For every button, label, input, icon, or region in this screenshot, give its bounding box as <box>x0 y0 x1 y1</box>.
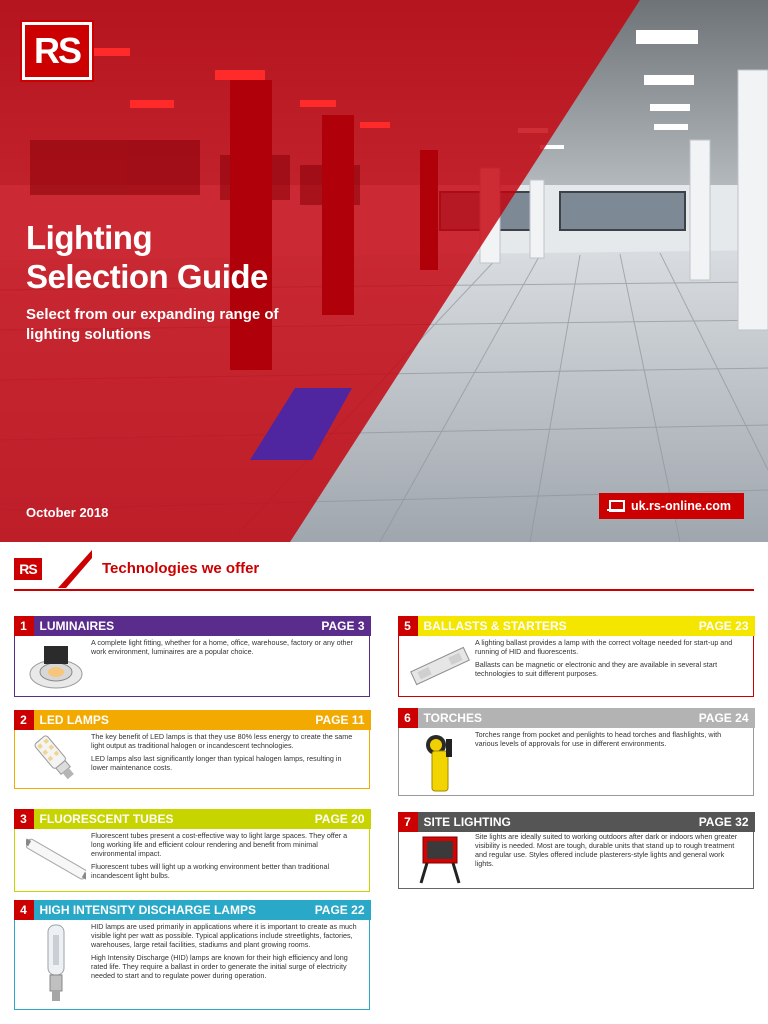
section-divider <box>14 589 754 591</box>
card-page-link[interactable]: PAGE 20 <box>314 812 365 826</box>
card-page-link[interactable]: PAGE 23 <box>698 619 749 633</box>
card-header <box>14 900 371 920</box>
card-description <box>475 638 743 682</box>
section-header <box>0 542 768 592</box>
red-diagonal-accent <box>44 550 92 588</box>
card-description <box>91 922 359 984</box>
card-paragraph: High Intensity Discharge (HID) lamps are known for their high efficiency and long rated life. They require a ballast in order to generate the initial surge of electricity needed to start and to regulate power during operation. <box>91 953 348 980</box>
rs-logo-small-text: RS <box>19 561 37 577</box>
site-light-icon <box>407 832 473 886</box>
card-number: 7 <box>398 812 418 832</box>
card-header <box>398 616 755 636</box>
card-description <box>475 730 743 752</box>
website-link[interactable] <box>599 493 744 519</box>
card-paragraph: The key benefit of LED lamps is that they use 80% less energy to create the same light output as traditional halogen or incandescent technologies. <box>91 732 353 750</box>
card-paragraph: Torches range from pocket and penlights to head torches and flashlights, with various levels of approvals for use in different environments. <box>475 730 722 748</box>
website-url: uk.rs-online.com <box>631 499 732 513</box>
section-title: Technologies we offer <box>102 560 260 577</box>
card-page-link[interactable]: PAGE 32 <box>698 815 749 829</box>
led-corn-lamp-icon <box>23 732 89 786</box>
rs-logo-small <box>14 558 42 580</box>
card-number: 2 <box>14 710 34 730</box>
hid-lamp-icon <box>23 922 89 1006</box>
hero-title <box>26 218 268 296</box>
rs-logo[interactable] <box>22 22 92 80</box>
card-number: 6 <box>398 708 418 728</box>
rs-logo-text: RS <box>33 30 80 71</box>
laptop-icon <box>607 500 623 512</box>
card-title: LUMINAIRES <box>39 619 115 633</box>
hero-title-line1: Lighting <box>26 219 153 256</box>
card-paragraph: Fluorescent tubes present a cost-effective way to light large spaces. They offer a long working life and efficient colour rendering and benefit from minimal environmental impact. <box>91 831 348 858</box>
card-led-lamps[interactable] <box>14 713 370 789</box>
card-page-link[interactable]: PAGE 22 <box>314 903 365 917</box>
card-page-link[interactable]: PAGE 11 <box>315 713 365 727</box>
card-number: 4 <box>14 900 34 920</box>
card-page-link[interactable]: PAGE 24 <box>698 711 749 725</box>
card-paragraph: A lighting ballast provides a lamp with the correct voltage needed for start-up and running of HID and fluorescents. <box>475 638 733 656</box>
card-hid-lamps[interactable] <box>14 903 370 1010</box>
card-paragraph: Ballasts can be magnetic or electronic and they are available in several start technologies to suit different purposes. <box>475 660 718 678</box>
downlight-icon <box>23 638 89 694</box>
card-page-link[interactable]: PAGE 3 <box>321 619 365 633</box>
card-header <box>14 616 371 636</box>
card-torches[interactable] <box>398 711 754 796</box>
card-site-lighting[interactable] <box>398 815 754 889</box>
card-title: SITE LIGHTING <box>423 815 511 829</box>
card-title: HIGH INTENSITY DISCHARGE LAMPS <box>39 903 256 917</box>
card-header <box>14 809 371 829</box>
torch-icon <box>407 730 473 794</box>
fluorescent-tube-icon <box>23 831 89 889</box>
card-number: 1 <box>14 616 34 636</box>
card-paragraph: HID lamps are used primarily in applications where it is important to create as much visible light per watt as possible. Typical applications include streetlights, factories, warehouses, large retail facilities, stadiums and plant growing rooms. <box>91 922 357 949</box>
card-paragraph: Fluorescent tubes will light up a working environment better than traditional incandescent light bulbs. <box>91 862 330 880</box>
card-title: FLUORESCENT TUBES <box>39 812 174 826</box>
card-fluorescent-tubes[interactable] <box>14 812 370 892</box>
card-description <box>475 832 743 872</box>
card-paragraph: A complete light fitting, whether for a home, office, warehouse, factory or any other work environment, luminaires are a popular choice. <box>91 638 353 656</box>
card-title: LED LAMPS <box>39 713 109 727</box>
card-paragraph: LED lamps also last significantly longer than typical halogen lamps, resulting in lower maintenance costs. <box>91 754 342 772</box>
card-header <box>14 710 371 730</box>
publication-date: October 2018 <box>26 505 109 520</box>
card-header <box>398 708 755 728</box>
card-description <box>91 732 359 776</box>
ballast-icon <box>407 638 473 694</box>
card-description <box>91 831 359 884</box>
card-title: BALLASTS & STARTERS <box>423 619 567 633</box>
hero-title-line2: Selection Guide <box>26 258 268 295</box>
card-luminaires[interactable] <box>14 619 370 697</box>
card-title: TORCHES <box>423 711 482 725</box>
card-description <box>91 638 359 660</box>
card-paragraph: Site lights are ideally suited to working outdoors after dark or indoors when greater visibility is needed. Most are tough, durable units that stand up to rough treatment and regular use. Styles offered include plasterers-style lights and general work lights. <box>475 832 738 868</box>
hero-subtitle: Select from our expanding range of lighting solutions <box>26 306 279 343</box>
card-number: 3 <box>14 809 34 829</box>
card-ballasts-starters[interactable] <box>398 619 754 697</box>
card-header <box>398 812 755 832</box>
card-number: 5 <box>398 616 418 636</box>
